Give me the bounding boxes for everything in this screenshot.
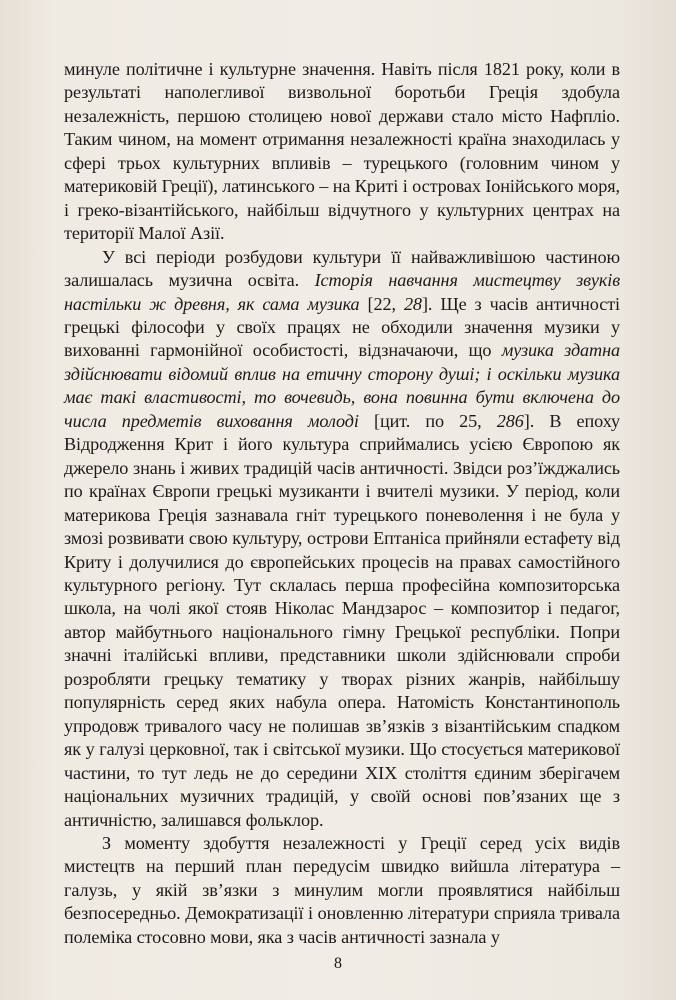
paragraph-1 (64, 58, 620, 246)
body-text (64, 58, 620, 949)
text-run: [цит. по 25, (358, 410, 497, 431)
page-number: 8 (334, 955, 342, 972)
italic-run: 28 (403, 293, 422, 314)
text-run: ]. Ще з часів античності грецькі філософи у своїх працях не обходили значення музики у вихованні гармонійної особистості, відзначаючи, що (64, 293, 621, 361)
italic-run: музика здатна здійснювати відомий вплив на етичну сторону душі; і оскільки музика має такі властивості, то вочевидь, вона повинна бути включена до числа предметів виховання молоді (64, 340, 620, 431)
italic-run: 286 (496, 410, 524, 431)
text-run: [22, (359, 293, 404, 314)
text-run: минуле політичне і культурне значення. Навіть після 1821 року, коли в результаті наполегливої визвольної боротьби Греція здобула незалежність, першою столицею нової держави стало місто Нафпліо. Таким чином, на момент отримання незалежності країна знаходилась у сфері трьох культурних впливів – турецького (головним чином у материковій Греції), латинського – на Криті і островах Іонійського моря, і греко-візантійського, найбільш відчутного у культурних центрах на території Малої Азії. (64, 59, 620, 244)
text-run: ]. В епоху Відродження Крит і його культура сприймались усією Європою як джерело знань і живих традицій часів античності. Звідси роз’їжджались по країнах Європи грецькі музиканти і вчителі музики. У період, коли материкова Греція зазнавала гніт турецького поневолення і не була у змозі розвивати свою культуру, острови Ептаніса прийняли естафету від Криту і долучилися до європейських процесів на правах самостійного культурного регіону. Тут склалась перша професійна композиторська школа, на чолі якої стояв Ніколас Мандзарос – композитор і педагог, автор майбутнього національного гімну Грецької республіки. Попри значні італійські впливи, представники школи здійснювали спроби розробляти грецьку тематику у творах різних жанрів, найбільшу популярність серед яких набула опера. Натомість Константинополь упродовж тривалого часу не полишав зв’язків з візантійським спадком як у галузі церковної, так і світської музики. Що стосується материкової частини, то тут ледь не до середини XIX століття єдиним зберігачем національних музичних традицій, у своїй основі пов’язаних ще з античністю, залишався фольклор. (64, 410, 620, 830)
italic-run: Історія навчання мистецтву звуків настільки ж древня, як сама музика (64, 270, 620, 314)
paragraph-2 (64, 246, 620, 832)
text-run: У всі періоди розбудови культури її найважливішою частиною залишалась музична освіта. (64, 246, 620, 291)
text-run: З моменту здобуття незалежності у Греції серед усіх видів мистецтв на перший план передусім швидко вийшла література – галузь, у якій зв’язки з минулим могли проявлятися найбільш безпосередньо. Демократизації і оновленню літератури сприяла тривала полеміка стосовно мови, яка з часів античності зазнала у (64, 832, 620, 947)
paragraph-3 (64, 832, 620, 949)
